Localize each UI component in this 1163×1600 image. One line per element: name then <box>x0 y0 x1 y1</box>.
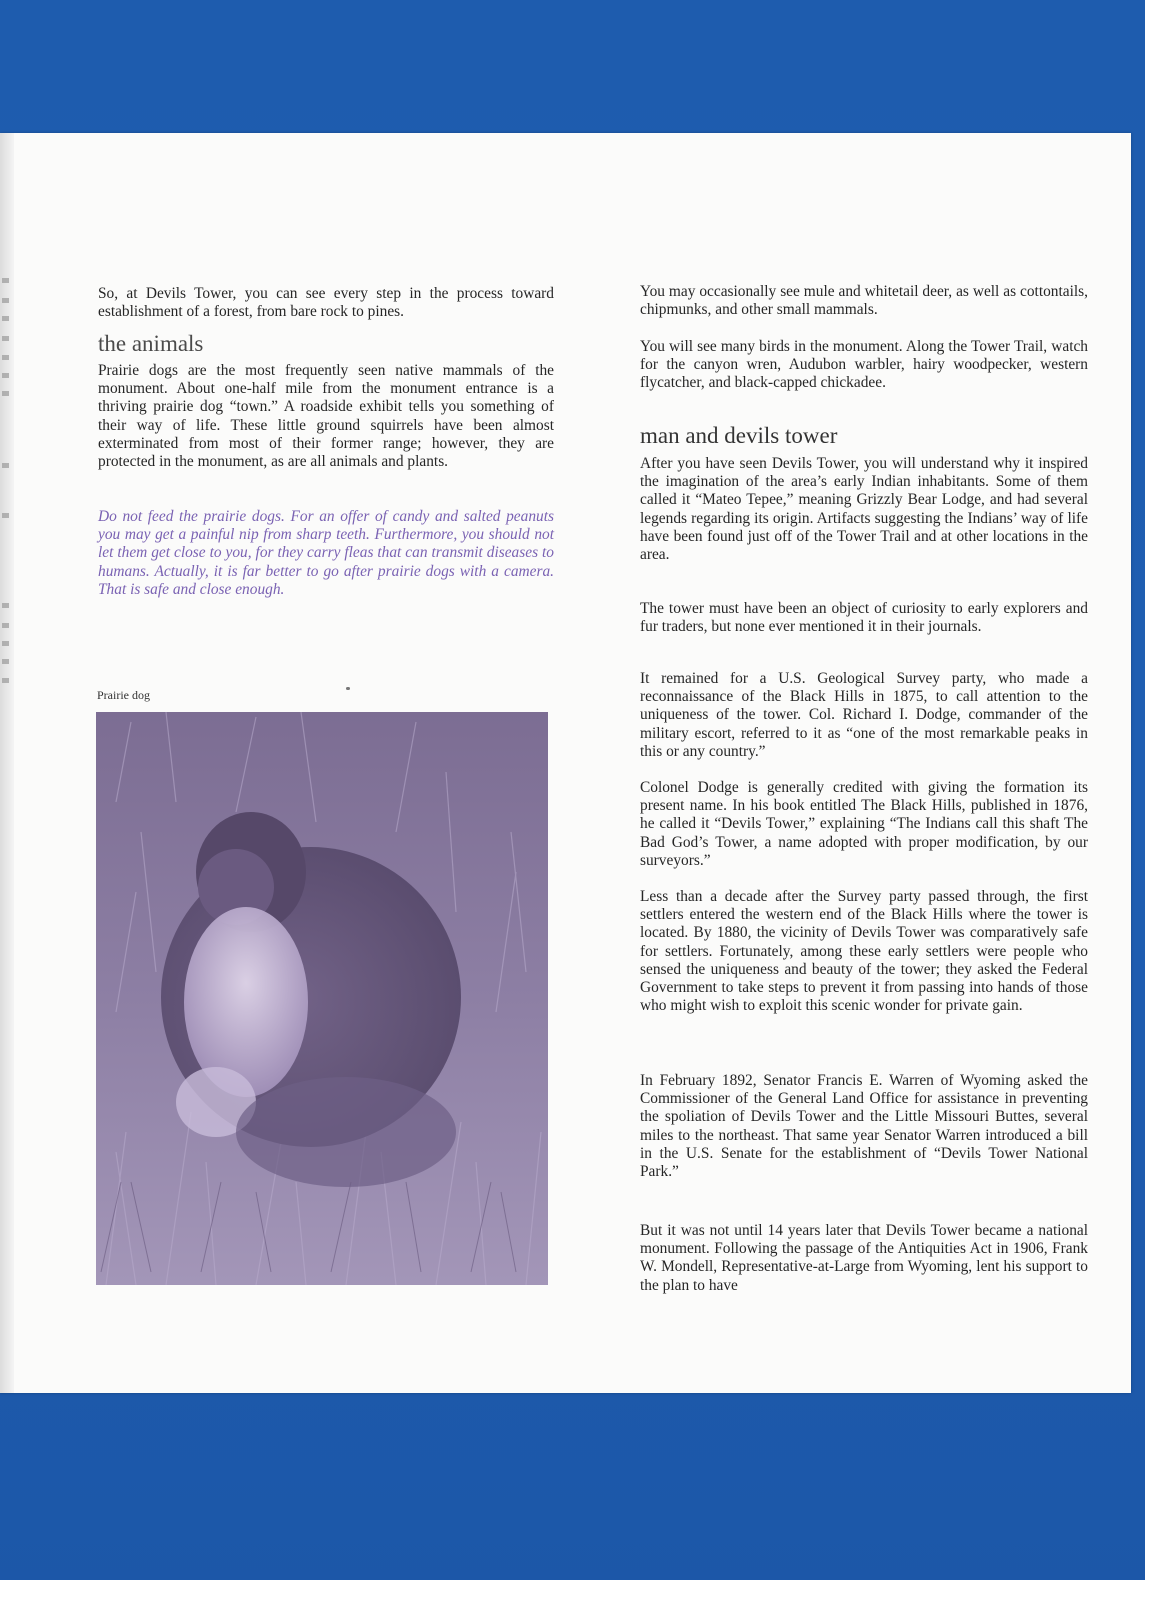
prairie-dog-photo <box>96 712 548 1285</box>
section-heading-animals: the animals <box>98 331 204 356</box>
geological-survey-paragraph: It remained for a U.S. Geological Survey party, who made a reconnaissance of the Black Hills in 1875, to call attention to the uniqueness of the tower. Col. Richard I. Dodge, commander of the military escort, referred to it as “one of the most remarkable peaks in this or any country.” <box>640 670 1088 760</box>
bleed-through-mark <box>2 298 9 303</box>
explorers-paragraph: The tower must have been an object of curiosity to early explorers and fur traders, but none ever mentioned it in their journals. <box>640 600 1088 636</box>
indian-history-paragraph: After you have seen Devils Tower, you will understand why it inspired the imagination of the area’s early Indian inhabitants. Some of them called it “Mateo Tepee,” meaning Grizzly Bear Lodge, and had several legends regarding its origin. Artifacts suggesting the Indians’ way of life have been found just off of the Tower Trail and at other locations in the area. <box>640 455 1088 564</box>
bleed-through-mark <box>2 513 9 518</box>
bleed-through-mark <box>2 373 9 378</box>
bleed-through-mark <box>2 623 9 628</box>
facing-page-edge <box>0 133 14 1393</box>
settlers-paragraph: Less than a decade after the Survey party passed through, the first settlers entered the western end of the Black Hills where the tower is located. By 1880, the vicinity of Devils Tower was comparatively safe for settlers. Fortunately, among these early settlers were people who sensed the uniqueness and beauty of the tower; they asked the Federal Government to take steps to prevent it from passing into hands of those who might wish to exploit this scenic wonder for private gain. <box>640 888 1088 1015</box>
section-heading-man-and-devils-tower: man and devils tower <box>640 423 838 448</box>
colonel-dodge-paragraph: Colonel Dodge is generally credited with giving the formation its present name. In his book entitled The Black Hills, published in 1876, he called it “Devils Tower,” explaining “The Indians call this shaft The Bad God’s Tower, a name adopted with proper modification, by our surveyors.” <box>640 779 1088 869</box>
forest-intro-paragraph: So, at Devils Tower, you can see every step in the process toward establishment of a forest, from bare rock to pines. <box>98 285 554 321</box>
bleed-through-mark <box>2 603 9 608</box>
national-monument-paragraph: But it was not until 14 years later that Devils Tower became a national monument. Following the passage of the Antiquities Act in 1906, Frank W. Mondell, Representative-at-Large from Wyoming, lent his support to the plan to have <box>640 1222 1088 1294</box>
photo-caption: Prairie dog <box>97 688 150 702</box>
bleed-through-mark <box>2 641 9 646</box>
birds-paragraph: You will see many birds in the monument. Along the Tower Trail, watch for the canyon wren, Audubon warbler, hairy woodpecker, western flycatcher, and black-capped chickadee. <box>640 338 1088 392</box>
bleed-through-mark <box>2 355 9 360</box>
senator-warren-paragraph: In February 1892, Senator Francis E. Warren of Wyoming asked the Commissioner of the General Land Office for assistance in preventing the spoliation of Devils Tower and the Little Missouri Buttes, several miles to the northeast. That same year Senator Warren introduced a bill in the U.S. Senate for the establishment of “Devils Tower National Park.” <box>640 1072 1088 1181</box>
scan-margin-right <box>1145 0 1163 1600</box>
print-speck <box>346 687 350 690</box>
scan-margin-bottom <box>0 1580 1163 1600</box>
bleed-through-mark <box>2 678 9 683</box>
bleed-through-mark <box>2 336 9 341</box>
deer-paragraph: You may occasionally see mule and whitetail deer, as well as cottontails, chipmunks, and other small mammals. <box>640 283 1088 319</box>
prairie-dog-paragraph: Prairie dogs are the most frequently seen native mammals of the monument. About one-half mile from the monument entrance is a thriving prairie dog “town.” A roadside exhibit tells you something of their way of life. These little ground squirrels have been almost exterminated from most of their former range; however, they are protected in the monument, as are all animals and plants. <box>98 362 554 471</box>
bleed-through-mark <box>2 391 9 396</box>
bleed-through-mark <box>2 278 9 283</box>
feeding-caution-note: Do not feed the prairie dogs. For an offer of candy and salted peanuts you may get a painful nip from sharp teeth. Furthermore, you should not let them get close to you, for they carry fleas that can transmit diseases to humans. Actually, it is far better to go after prairie dogs with a camera. That is safe and close enough. <box>98 508 554 598</box>
bleed-through-mark <box>2 659 9 664</box>
bleed-through-mark <box>2 316 9 321</box>
bleed-through-mark <box>2 463 9 468</box>
